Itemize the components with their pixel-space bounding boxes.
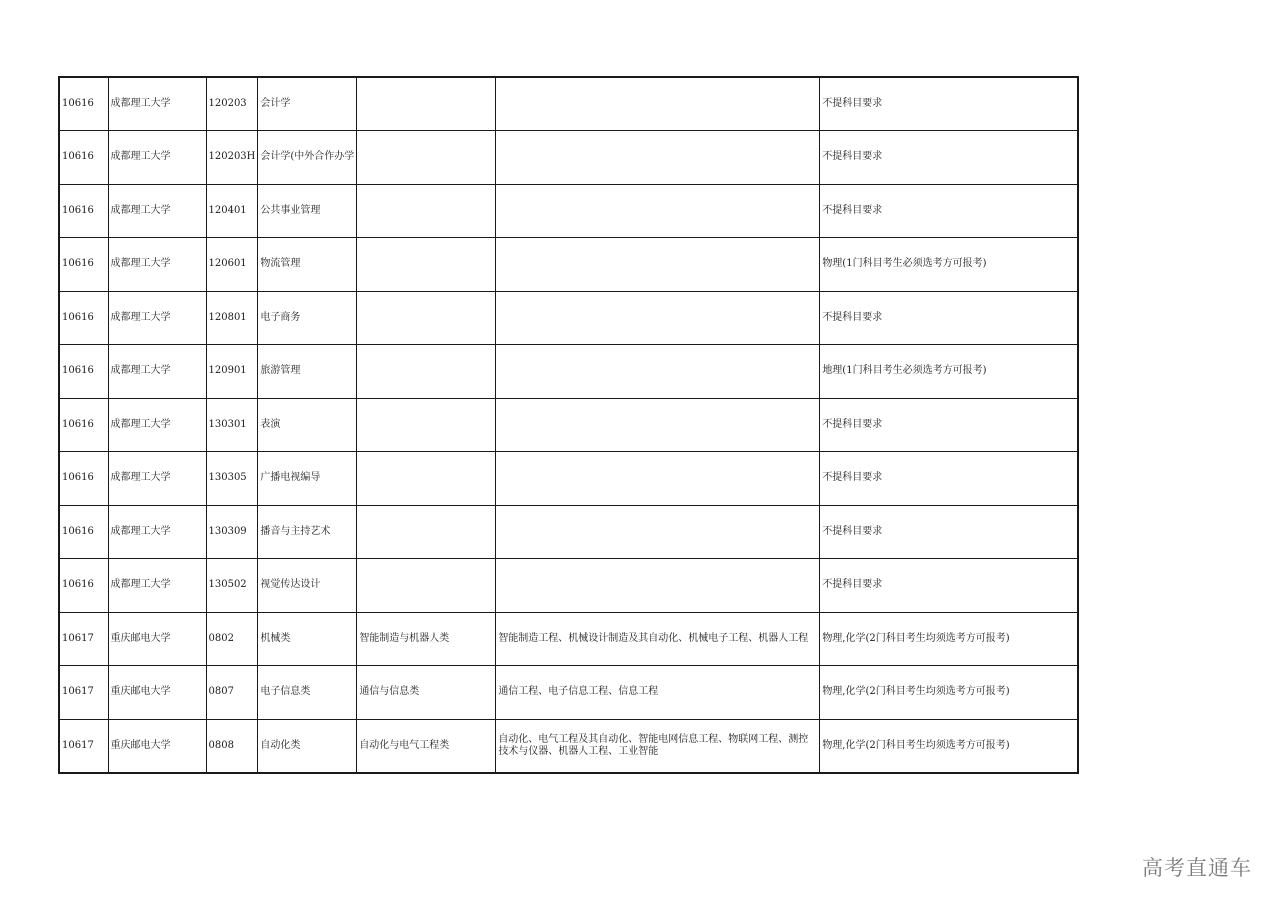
major-code-cell: 120801 xyxy=(206,291,258,345)
included-majors-cell: 自动化、电气工程及其自动化、智能电网信息工程、物联网工程、测控技术与仪器、机器人工程、工业智能 xyxy=(496,719,820,773)
subject-requirement-cell: 物理,化学(2门科目考生均须选考方可报考) xyxy=(820,719,1078,773)
school-code-cell: 10616 xyxy=(59,398,108,452)
school-name-cell: 成都理工大学 xyxy=(108,131,206,185)
major-name-cell: 会计学 xyxy=(258,77,357,131)
major-name-cell: 电子信息类 xyxy=(258,666,357,720)
school-name-cell: 成都理工大学 xyxy=(108,452,206,506)
category-cell: 智能制造与机器人类 xyxy=(357,612,496,666)
table-row xyxy=(59,131,1078,185)
subject-requirement-cell: 不提科目要求 xyxy=(820,291,1078,345)
subject-requirement-cell: 物理,化学(2门科目考生均须选考方可报考) xyxy=(820,666,1078,720)
included-majors-cell xyxy=(496,452,820,506)
school-name-cell: 成都理工大学 xyxy=(108,77,206,131)
category-cell: 通信与信息类 xyxy=(357,666,496,720)
table-row xyxy=(59,77,1078,131)
major-name-cell: 播音与主持艺术 xyxy=(258,505,357,559)
subject-requirement-cell: 不提科目要求 xyxy=(820,184,1078,238)
school-name-cell: 重庆邮电大学 xyxy=(108,666,206,720)
major-name-cell: 机械类 xyxy=(258,612,357,666)
major-code-cell: 0807 xyxy=(206,666,258,720)
school-name-cell: 重庆邮电大学 xyxy=(108,719,206,773)
subject-requirement-cell: 不提科目要求 xyxy=(820,559,1078,613)
requirements-table xyxy=(58,76,1079,774)
school-name-cell: 成都理工大学 xyxy=(108,505,206,559)
included-majors-cell xyxy=(496,184,820,238)
included-majors-cell xyxy=(496,505,820,559)
school-code-cell: 10616 xyxy=(59,238,108,292)
included-majors-cell xyxy=(496,131,820,185)
included-majors-cell: 通信工程、电子信息工程、信息工程 xyxy=(496,666,820,720)
major-code-cell: 0808 xyxy=(206,719,258,773)
included-majors-cell xyxy=(496,77,820,131)
school-code-cell: 10616 xyxy=(59,184,108,238)
school-name-cell: 成都理工大学 xyxy=(108,559,206,613)
category-cell xyxy=(357,131,496,185)
major-code-cell: 130305 xyxy=(206,452,258,506)
major-code-cell: 120401 xyxy=(206,184,258,238)
table-row xyxy=(59,345,1078,399)
subject-requirement-cell: 不提科目要求 xyxy=(820,452,1078,506)
subject-requirement-cell: 不提科目要求 xyxy=(820,77,1078,131)
school-code-cell: 10617 xyxy=(59,666,108,720)
table-row xyxy=(59,719,1078,773)
category-cell xyxy=(357,559,496,613)
major-name-cell: 电子商务 xyxy=(258,291,357,345)
major-code-cell: 120203H xyxy=(206,131,258,185)
major-code-cell: 130301 xyxy=(206,398,258,452)
table-row xyxy=(59,505,1078,559)
school-code-cell: 10616 xyxy=(59,505,108,559)
category-cell xyxy=(357,291,496,345)
major-code-cell: 130502 xyxy=(206,559,258,613)
major-name-cell: 旅游管理 xyxy=(258,345,357,399)
category-cell: 自动化与电气工程类 xyxy=(357,719,496,773)
table-body xyxy=(59,77,1078,773)
school-code-cell: 10616 xyxy=(59,345,108,399)
major-code-cell: 0802 xyxy=(206,612,258,666)
school-code-cell: 10616 xyxy=(59,131,108,185)
table-row xyxy=(59,398,1078,452)
major-code-cell: 120901 xyxy=(206,345,258,399)
category-cell xyxy=(357,345,496,399)
major-code-cell: 120601 xyxy=(206,238,258,292)
subject-requirement-cell: 物理,化学(2门科目考生均须选考方可报考) xyxy=(820,612,1078,666)
school-name-cell: 成都理工大学 xyxy=(108,345,206,399)
table-row xyxy=(59,291,1078,345)
school-code-cell: 10617 xyxy=(59,719,108,773)
included-majors-cell xyxy=(496,559,820,613)
major-name-cell: 公共事业管理 xyxy=(258,184,357,238)
category-cell xyxy=(357,505,496,559)
category-cell xyxy=(357,452,496,506)
school-code-cell: 10616 xyxy=(59,291,108,345)
subject-requirement-cell: 不提科目要求 xyxy=(820,505,1078,559)
subject-requirement-cell: 不提科目要求 xyxy=(820,398,1078,452)
table-row xyxy=(59,612,1078,666)
watermark-text: 高考直通车 xyxy=(1142,856,1252,880)
table-row xyxy=(59,559,1078,613)
subject-requirement-cell: 物理(1门科目考生必须选考方可报考) xyxy=(820,238,1078,292)
subject-requirement-cell: 地理(1门科目考生必须选考方可报考) xyxy=(820,345,1078,399)
school-code-cell: 10616 xyxy=(59,452,108,506)
included-majors-cell xyxy=(496,291,820,345)
school-name-cell: 成都理工大学 xyxy=(108,398,206,452)
major-name-cell: 会计学(中外合作办学 xyxy=(258,131,357,185)
school-code-cell: 10616 xyxy=(59,77,108,131)
table-row xyxy=(59,184,1078,238)
school-name-cell: 成都理工大学 xyxy=(108,184,206,238)
included-majors-cell xyxy=(496,345,820,399)
school-code-cell: 10616 xyxy=(59,559,108,613)
major-name-cell: 广播电视编导 xyxy=(258,452,357,506)
major-code-cell: 130309 xyxy=(206,505,258,559)
category-cell xyxy=(357,398,496,452)
category-cell xyxy=(357,238,496,292)
category-cell xyxy=(357,184,496,238)
table-row xyxy=(59,238,1078,292)
major-name-cell: 物流管理 xyxy=(258,238,357,292)
included-majors-cell: 智能制造工程、机械设计制造及其自动化、机械电子工程、机器人工程 xyxy=(496,612,820,666)
school-name-cell: 成都理工大学 xyxy=(108,238,206,292)
included-majors-cell xyxy=(496,398,820,452)
table-row xyxy=(59,452,1078,506)
school-name-cell: 成都理工大学 xyxy=(108,291,206,345)
school-code-cell: 10617 xyxy=(59,612,108,666)
table-row xyxy=(59,666,1078,720)
major-code-cell: 120203 xyxy=(206,77,258,131)
major-name-cell: 自动化类 xyxy=(258,719,357,773)
included-majors-cell xyxy=(496,238,820,292)
major-name-cell: 表演 xyxy=(258,398,357,452)
major-name-cell: 视觉传达设计 xyxy=(258,559,357,613)
school-name-cell: 重庆邮电大学 xyxy=(108,612,206,666)
subject-requirement-cell: 不提科目要求 xyxy=(820,131,1078,185)
category-cell xyxy=(357,77,496,131)
